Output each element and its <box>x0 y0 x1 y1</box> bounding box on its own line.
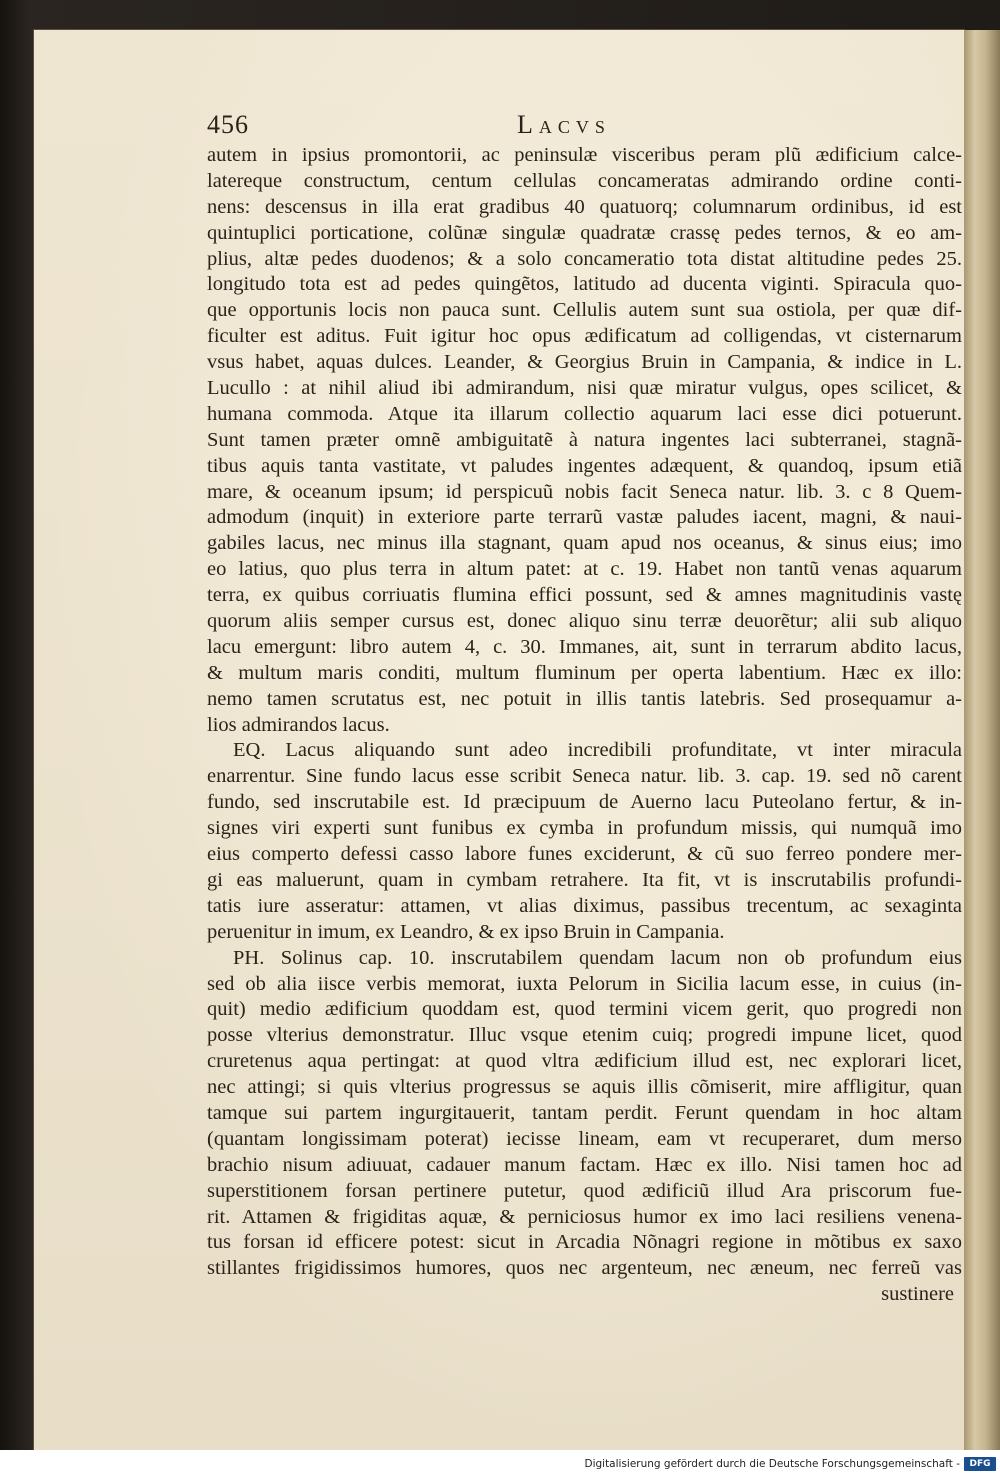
text-line: humana commoda. Atque ita illarum collectio aquarum laci esse dici potuerunt. <box>207 402 962 425</box>
text-line: signes viri experti sunt funibus ex cymba in profundum missis, qui numquã imo <box>207 817 962 840</box>
text-line: fundo, sed inscrutabile est. Id præcipuum de Auerno lacu Puteolano fertur, & in- <box>207 791 962 814</box>
text-line: rit. Attamen & frigiditas aquæ, & perniciosus humor ex imo laci resiliens venena- <box>207 1205 962 1228</box>
page-edge <box>964 30 1000 1450</box>
text-line: stillantes frigidissimos humores, quos nec argenteum, nec æneum, nec ferreũ vas <box>207 1257 962 1280</box>
text-line: latereque constructum, centum cellulas concameratas admirando ordine conti- <box>207 169 962 192</box>
footer-bar <box>0 1450 1000 1479</box>
text-line: posse vlterius demonstratur. Illuc vsque etenim cuiq; progredi impune licet, quod <box>207 1024 962 1047</box>
text-line: ficulter est aditus. Fuit igitur hoc opus ædificatum ad colligendas, vt cisternarum <box>207 325 962 348</box>
text-line: plius, altæ pedes duodenos; & a solo concameratio tota distat altitudine pedes 25. <box>207 247 962 270</box>
text-line: & multum maris conditi, multum fluminum per operta labentium. Hæc ex illo: <box>207 661 962 684</box>
text-line: quorum aliis semper cursus est, donec aliquo sinu terræ deuorẽtur; alii sub aliquo <box>207 610 962 633</box>
catchword: sustinere <box>881 1283 954 1306</box>
text-line: quintuplici porticatione, colũnæ singulæ quadratæ crassę pedes ternos, & eo am- <box>207 221 962 244</box>
text-line: vsus habet, aquas dulces. Leander, & Georgius Bruin in Campania, & indice in L. <box>207 351 962 374</box>
text-line: tibus aquis tanta vastitate, vt paludes ingentes adæquent, & quandoq, ipsum etiã <box>207 454 962 477</box>
text-line: Sunt tamen præter omnẽ ambiguitatẽ à natura ingentes laci subterranei, stagnã- <box>207 428 962 451</box>
text-line: gi eas maluerunt, quam in cymbam retrahere. Ita fit, vt is inscrutabilis profundi- <box>207 868 962 891</box>
text-line: tamque sui partem ingurgitauerit, tantam perdit. Ferunt quendam in hoc altam <box>207 1101 962 1124</box>
text-line: sed ob alia iisce verbis memorat, iuxta Pelorum in Sicilia lacum esse, in cuius (in- <box>207 972 962 995</box>
text-line: eius comperto defessi casso labore funes exciderunt, & cũ suo ferreo pondere mer- <box>207 843 962 866</box>
page-number: 456 <box>207 110 249 139</box>
funding-credit: Digitalisierung gefördert durch die Deutsche Forschungsgemeinschaft - <box>584 1458 960 1470</box>
text-line: mare, & oceanum ipsum; id perspicuũ nobis facit Seneca natur. lib. 3. c 8 Quem- <box>207 480 962 503</box>
text-line: autem in ipsius promontorii, ac peninsulæ visceribus peram plũ ædificium calce- <box>207 144 962 166</box>
dfg-logo-icon: DFG <box>964 1457 996 1471</box>
text-line: eo latius, quo plus terra in altum patet: at c. 19. Habet non tantũ venas aquarum <box>207 558 962 581</box>
text-line: gabiles lacus, nec minus illa stagnant, quam apud nos oceanus, & sinus eius; imo <box>207 532 962 555</box>
text-line: enarrentur. Sine fundo lacus esse scribit Seneca natur. lib. 3. cap. 19. sed nõ carent <box>207 765 962 788</box>
text-line: que opportunis locis non pauca sunt. Cellulis autem sunt sua ostiola, per quæ dif- <box>207 299 962 322</box>
text-line: terra, ex quibus corriuatis flumina effici possunt, sed & amnes magnitudinis vastę <box>207 584 962 607</box>
text-line: superstitionem forsan pertinere putetur, quod ædificiũ illud Ara priscorum fue- <box>207 1179 962 1202</box>
text-line: tus forsan id efficere potest: sicut in Arcadia Nõnagri regione in mõtibus ex saxo <box>207 1231 962 1254</box>
text-line: lacu emergunt: libro autem 4, c. 30. Immanes, ait, sunt in terrarum abdito lacus, <box>207 635 962 658</box>
text-line: nemo tamen scrutatus est, nec potuit in illis tantis latebris. Sed prosequamur a- <box>207 687 962 710</box>
text-line: Lucullo : at nihil aliud ibi admirandum, nisi quæ miratur vulgus, opes scilicet, & <box>207 377 962 400</box>
text-line: lios admirandos lacus. <box>207 713 390 736</box>
text-line: peruenitur in imum, ex Leandro, & ex ipso Bruin in Campania. <box>207 920 725 943</box>
text-line: nec attingi; si quis vlterius progressus se aquis illis cõmiserit, mire affligitur, quan <box>207 1076 962 1099</box>
text-line: quit) medio ædificium quoddam est, quod termini vicem gerit, quo progredi non <box>207 998 962 1021</box>
body-text <box>207 143 962 1308</box>
text-line: cruretenus aqua pertingat: at quod vltra ædificium illud est, nec explorari licet, <box>207 1050 962 1073</box>
running-head: Lacvs <box>517 110 611 139</box>
text-line: PH. Solinus cap. 10. inscrutabilem quendam lacum non ob profundum eius <box>233 946 962 969</box>
text-line: tatis iure asseratur: attamen, vt alias diximus, passibus trecentum, ac sexaginta <box>207 894 962 917</box>
text-line: nens: descensus in illa erat gradibus 40 quatuorq; columnarum ordinibus, id est <box>207 195 962 218</box>
text-line: (quantam longissimam poterat) iecisse lineam, eam vt recuperaret, dum merso <box>207 1127 962 1150</box>
text-line: brachio nisum adiuuat, cadauer manum factam. Hæc ex illo. Nisi tamen hoc ad <box>207 1153 962 1176</box>
text-line: admodum (inquit) in exteriore parte terrarũ vastæ paludes iacent, magni, & naui- <box>207 506 962 529</box>
text-line: EQ. Lacus aliquando sunt adeo incredibili profunditate, vt inter miracula <box>233 739 962 762</box>
text-line: longitudo tota est ad pedes quingẽtos, latitudo ad ducenta viginti. Spiracula quo- <box>207 273 962 296</box>
